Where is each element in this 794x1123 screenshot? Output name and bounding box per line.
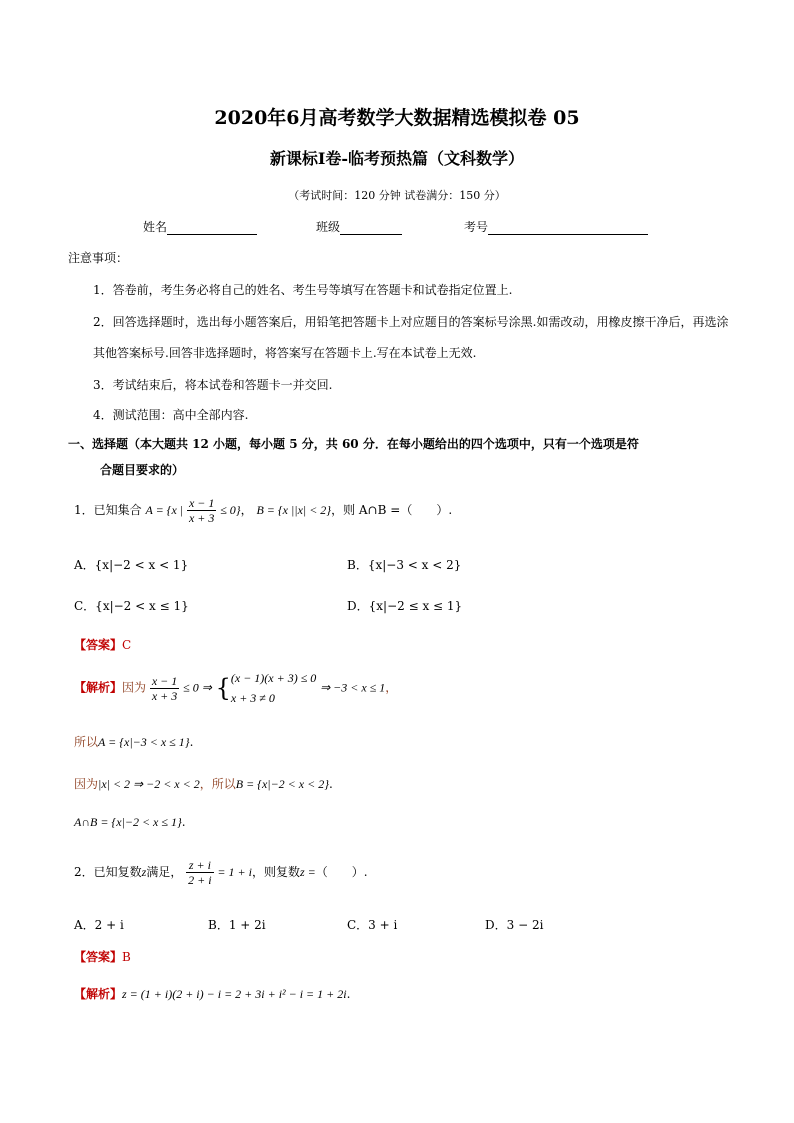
- q2-prefix: 2．已知复数: [74, 865, 142, 879]
- notice-item-3: 3．考试结束后，将本试卷和答题卡一并交回.: [93, 378, 333, 392]
- q1-option-d[interactable]: D．{x|−2 ≤ x ≤ 1}: [347, 599, 463, 613]
- name-label: 姓名: [143, 220, 168, 234]
- q2-fraction: [186, 858, 213, 887]
- q2-suffix: ，则复数: [251, 865, 300, 879]
- name-blank[interactable]: [167, 222, 257, 235]
- q1-a-line2-text: 所以: [74, 735, 99, 749]
- q2-analysis-math: z = (1 + i)(2 + i) − i = 2 + 3i + i² − i = 1 + 2i: [122, 987, 347, 1001]
- id-field[interactable]: [464, 218, 648, 235]
- q2-option-a[interactable]: A．2 + i: [74, 918, 124, 932]
- q1-analysis-line4: [74, 815, 186, 830]
- q1-option-a[interactable]: A．{x|−2 < x < 1}: [74, 558, 189, 572]
- q1-a-comma: ，: [385, 680, 398, 695]
- notice-item-4: 4．测试范围：高中全部内容.: [93, 408, 249, 422]
- q2-analysis: [74, 985, 350, 1002]
- class-label: 班级: [316, 220, 341, 234]
- q1-answer: [74, 636, 131, 653]
- q1-a-brace: {: [215, 674, 231, 702]
- q1-set-a-lhs: A = {x |: [145, 503, 184, 517]
- q1-a-sys1: (x − 1)(x + 3) ≤ 0: [230, 671, 317, 685]
- class-blank[interactable]: [340, 222, 402, 235]
- q1-a-line2-dot: .: [189, 735, 194, 749]
- q1-analysis-fraction: [150, 674, 179, 703]
- q1-a-le0: ≤ 0 ⇒: [183, 680, 212, 695]
- q1-option-b[interactable]: B．{x|−3 < x < 2}: [347, 558, 462, 572]
- section-heading: 一、选择题（本大题共 12 小题，每小题 5 分，共 60 分．在每小题给出的四个选项中，只有一个选项是符: [68, 437, 639, 451]
- q2-analysis-label: 【解析】: [74, 987, 123, 1001]
- page-subtitle: 新课标Ⅰ卷-临考预热篇（文科数学）: [269, 149, 525, 168]
- q2-z-eq: z =: [299, 865, 316, 879]
- q2-option-b[interactable]: B．1 + 2i: [208, 918, 266, 932]
- q2-frac-den: 2 + i: [188, 873, 212, 887]
- question-2-stem: [74, 858, 368, 887]
- q1-analysis-line3: [74, 775, 333, 792]
- q1-analysis-label: 【解析】: [74, 680, 123, 695]
- q1-a-line4-math: A∩B = {x|−2 < x ≤ 1}: [74, 815, 182, 829]
- class-field[interactable]: [316, 218, 402, 235]
- q1-a-frac-den: x + 3: [151, 688, 178, 703]
- notice-item-1: 1．答卷前，考生务必将自己的姓名、考生号等填写在答题卡和试卷指定位置上.: [93, 283, 513, 297]
- q1-suffix: ，则 A∩B =（ ）.: [331, 503, 453, 517]
- q1-fraction: [187, 496, 216, 525]
- q2-mid: 满足，: [146, 865, 183, 879]
- q1-answer-value: C: [122, 638, 132, 652]
- section-heading-cont: 合题目要求的）: [100, 463, 185, 477]
- q1-a-line3-math2: B = {x|−2 < x < 2}: [235, 777, 330, 791]
- q2-z: z: [141, 865, 147, 879]
- q1-a-result: ⇒ −3 < x ≤ 1: [320, 680, 386, 695]
- notice-item-2-cont: 其他答案标号.回答非选择题时，将答案写在答题卡上.写在本试卷上无效.: [93, 346, 477, 360]
- id-label: 考号: [464, 220, 489, 234]
- q1-a-line3-text1: 因为: [74, 777, 99, 791]
- q1-a-sys2: x + 3 ≠ 0: [230, 691, 275, 705]
- question-1-stem: [74, 496, 452, 525]
- page-title: 2020年6月高考数学大数据精选模拟卷 05: [214, 107, 580, 129]
- q1-analysis-line2: [74, 733, 193, 750]
- q2-frac-num: z + i: [186, 858, 213, 873]
- q2-option-d[interactable]: D．3 − 2i: [485, 918, 544, 932]
- q1-set-a-rhs: ≤ 0}: [220, 503, 241, 517]
- q2-option-c[interactable]: C．3 + i: [347, 918, 398, 932]
- q1-a-frac-num: x − 1: [151, 673, 178, 688]
- q1-frac-den: x + 3: [188, 511, 215, 525]
- q2-tail: （ ）.: [315, 865, 368, 879]
- exam-time-info: （考试时间：120 分钟 试卷满分：150 分）: [288, 189, 506, 202]
- q1-analysis: [74, 668, 397, 708]
- q1-a-line3-math1: |x| < 2 ⇒ −2 < x < 2: [98, 777, 200, 791]
- q1-prefix: 1．已知集合: [74, 503, 142, 517]
- name-field[interactable]: [143, 218, 257, 235]
- q2-eq-rhs: = 1 + i: [217, 865, 252, 879]
- id-blank[interactable]: [488, 222, 648, 235]
- notice-item-2: 2．回答选择题时，选出每小题答案后，用铅笔把答题卡上对应题目的答案标号涂黑.如需改动，用橡皮擦干净后，再选涂: [93, 315, 729, 329]
- notice-heading: 注意事项：: [68, 251, 129, 265]
- q1-mid: ，: [240, 503, 253, 517]
- q1-frac-num: x − 1: [188, 496, 215, 510]
- q1-a-system: [231, 668, 316, 708]
- q2-answer: [74, 948, 131, 965]
- q1-a-line3-dot: .: [329, 777, 333, 791]
- q2-answer-label: 【答案】: [74, 950, 123, 964]
- q2-analysis-dot: .: [346, 987, 351, 1001]
- q1-a-line3-text2: ，所以: [199, 777, 236, 791]
- q1-option-c[interactable]: C．{x|−2 < x ≤ 1}: [74, 599, 189, 613]
- q1-set-b: B = {x ||x| < 2}: [256, 503, 332, 517]
- q1-a-line4-dot: .: [181, 815, 186, 829]
- q1-answer-label: 【答案】: [74, 638, 123, 652]
- q1-a-line2-math: A = {x|−3 < x ≤ 1}: [98, 735, 190, 749]
- q2-answer-value: B: [122, 950, 131, 964]
- q1-analysis-because: 因为: [122, 680, 147, 695]
